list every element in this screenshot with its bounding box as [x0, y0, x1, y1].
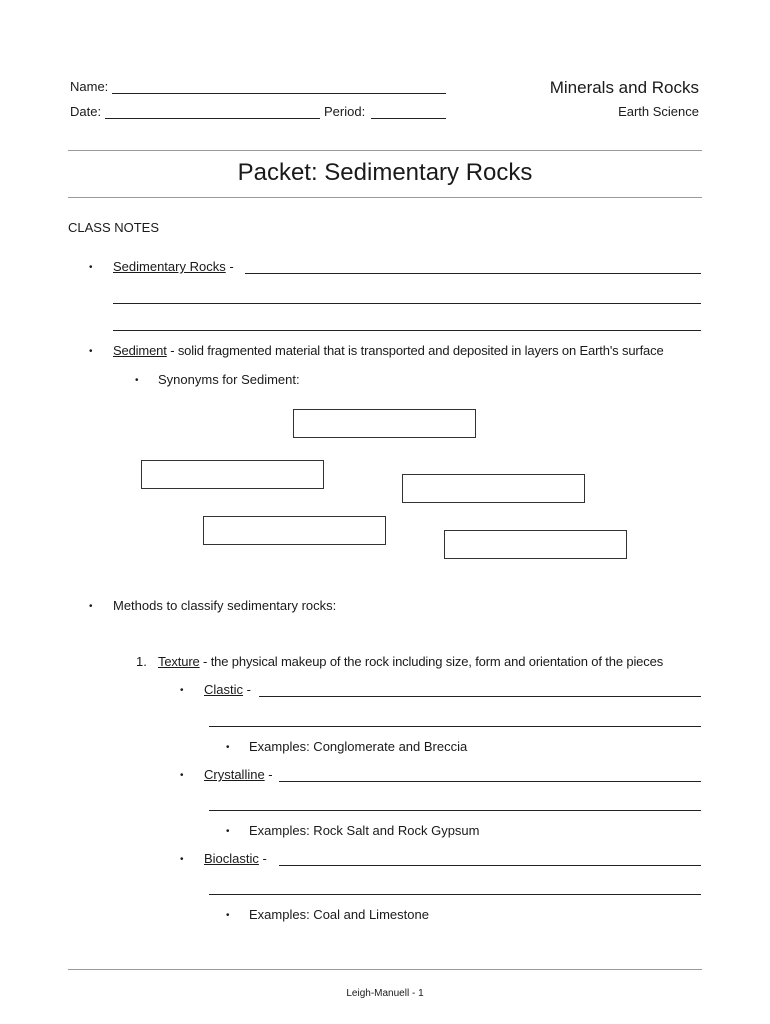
synonym-box-3[interactable] [402, 474, 585, 503]
crystalline-blank-1[interactable] [279, 781, 701, 782]
bullet: • [180, 685, 184, 696]
sediment-definition: - solid fragmented material that is transported and deposited in layers on Earth's surface [166, 343, 664, 358]
date-blank[interactable] [105, 118, 320, 119]
synonym-box-1[interactable] [293, 409, 476, 438]
bioclastic-term: Bioclastic [204, 851, 259, 866]
footer-text: Leigh-Manuell - 1 [346, 988, 424, 999]
title-divider [68, 197, 702, 198]
crystalline-blank-2[interactable] [209, 810, 701, 811]
clastic-examples: Examples: Conglomerate and Breccia [249, 739, 468, 754]
synonyms-label: Synonyms for Sediment: [158, 372, 300, 387]
period-blank[interactable] [371, 118, 446, 119]
sediment-term: Sediment [113, 343, 167, 358]
period-label: Period: [324, 104, 366, 119]
bioclastic-blank-2[interactable] [209, 894, 701, 895]
date-label: Date: [70, 104, 102, 119]
crystalline-entry [204, 767, 273, 782]
texture-definition: - the physical makeup of the rock including size, form and orientation of the pieces [199, 654, 664, 669]
bullet: • [89, 601, 93, 612]
texture-term: Texture [158, 654, 200, 669]
methods-label: Methods to classify sedimentary rocks: [113, 598, 337, 613]
synonym-box-4[interactable] [203, 516, 386, 545]
clastic-term: Clastic [204, 682, 244, 697]
bullet: • [226, 910, 230, 921]
sedimentary-rocks-term: Sedimentary Rocks [113, 259, 226, 274]
clastic-blank-2[interactable] [209, 726, 701, 727]
section-heading: CLASS NOTES [68, 220, 160, 235]
bullet: • [89, 346, 93, 357]
bullet: • [180, 770, 184, 781]
bioclastic-separator: - [258, 851, 267, 866]
name-label: Name: [70, 79, 109, 94]
sedimentary-rocks-blank-1[interactable] [245, 273, 701, 274]
sedimentary-rocks-separator: - [225, 259, 234, 274]
sedimentary-rocks-entry [113, 259, 234, 274]
bullet: • [135, 375, 139, 386]
course-title: Minerals and Rocks [549, 78, 699, 97]
crystalline-term: Crystalline [204, 767, 265, 782]
bullet: • [180, 854, 184, 865]
bullet: • [89, 262, 93, 273]
sedimentary-rocks-blank-3[interactable] [113, 330, 701, 331]
bioclastic-entry [204, 851, 267, 866]
synonym-box-2[interactable] [141, 460, 324, 489]
texture-entry [158, 654, 663, 669]
bioclastic-blank-1[interactable] [279, 865, 701, 866]
top-divider [68, 150, 702, 151]
clastic-blank-1[interactable] [259, 696, 701, 697]
clastic-separator: - [243, 682, 251, 697]
sedimentary-rocks-blank-2[interactable] [113, 303, 701, 304]
bullet: • [226, 742, 230, 753]
crystalline-separator: - [264, 767, 273, 782]
synonym-box-5[interactable] [444, 530, 627, 559]
bioclastic-examples: Examples: Coal and Limestone [249, 907, 429, 922]
clastic-entry [204, 682, 251, 697]
sediment-entry [113, 343, 664, 358]
bullet: • [226, 826, 230, 837]
subject-label: Earth Science [618, 104, 699, 119]
crystalline-examples: Examples: Rock Salt and Rock Gypsum [249, 823, 480, 838]
texture-number: 1. [136, 654, 147, 669]
page-title: Packet: Sedimentary Rocks [237, 159, 533, 186]
name-blank[interactable] [112, 93, 446, 94]
footer-divider [68, 969, 702, 970]
